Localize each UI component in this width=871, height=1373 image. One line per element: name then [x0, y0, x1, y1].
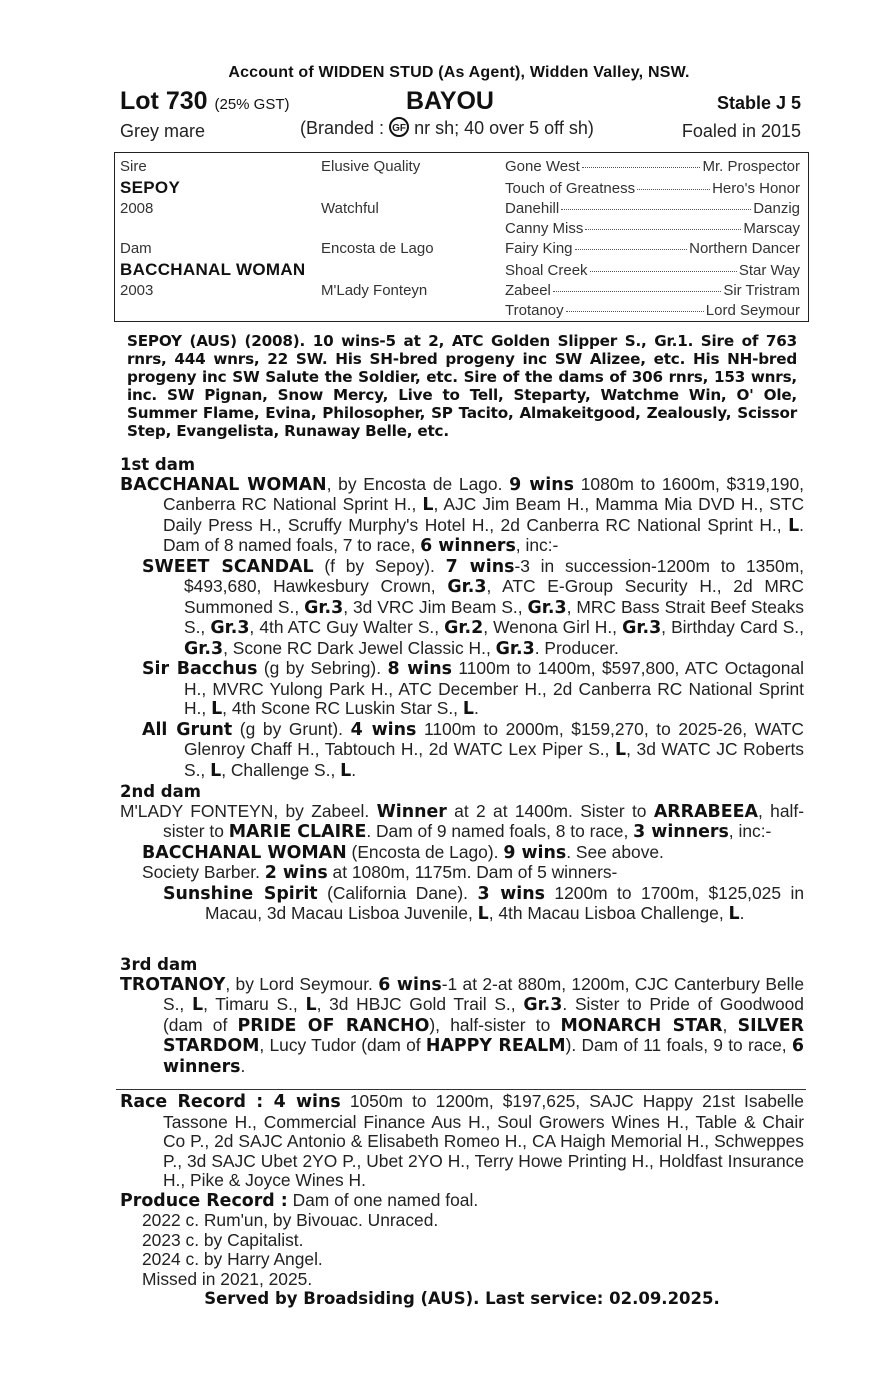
- dam-sire: Encosta de Lago: [321, 240, 434, 257]
- third-dam-heading: 3rd dam: [120, 955, 198, 974]
- sire-dam: Watchful: [321, 200, 379, 217]
- ancestor-row: Trotanoy Lord Seymour: [505, 302, 800, 319]
- stable-location: Stable J 5: [716, 93, 801, 113]
- ancestor-row: Fairy King Northern Dancer: [505, 240, 800, 257]
- dam-name: BACCHANAL WOMAN: [120, 260, 306, 279]
- horse-name: BAYOU: [406, 87, 494, 115]
- third-dam-paragraph: TROTANOY, by Lord Seymour. 6 wins-1 at 2-at 880m, 1200m, CJC Canterbury Belle S., L, Timaru S., L, 3d HBJC Gold Trail S., Gr.3. Sister to Pride of Goodwood (dam of PRIDE OF RANCHO), half-sister to MONARCH STAR, SILVER STARDOM, Lucy Tudor (dam of HAPPY REALM). Dam of 11 foals, 9 to race, 6 winners.: [120, 973, 805, 1077]
- produce-item: 2022 c. Rum'un, by Bivouac. Unraced.: [142, 1210, 439, 1230]
- second-dam-section: [120, 782, 804, 925]
- ancestor-row: Zabeel Sir Tristram: [505, 282, 800, 299]
- second-dam-paragraph: M'LADY FONTEYN, by Zabeel. Winner at 2 at 1400m. Sister to ARRABEEA, half-sister to MARIE CLAIRE. Dam of 9 named foals, 8 to race, 3 winners, inc:-: [120, 800, 805, 842]
- produce-item: 2024 c. by Harry Angel.: [142, 1249, 323, 1269]
- second-dam-heading: 2nd dam: [120, 782, 201, 801]
- section-divider: [116, 1089, 806, 1090]
- brand-suffix: nr sh; 40 over 5 off sh): [414, 118, 594, 138]
- race-record: Race Record : 4 wins 1050m to 1200m, $197,625, SAJC Happy 21st Isabelle Tassone H., Commercial Finance Aus H., Soul Growers Wines H., Table & Chair Co P., 2d SAJC Antonio & Elisabeth Romeo H., CA Haigh Memorial H., Schweppes P., 3d SAJC Ubet 2YO P., Ubet 2YO H., Terry Howe Printing H., Holdfast Insurance H., Pike & Joyce Wines H.: [120, 1091, 804, 1190]
- third-dam-section: [120, 955, 804, 1077]
- sire-sire: Elusive Quality: [321, 158, 421, 175]
- sex-color: Grey mare: [120, 121, 206, 141]
- sire-name: SEPOY: [120, 178, 181, 197]
- brand-prefix: (Branded :: [300, 118, 385, 138]
- dam-label: Dam: [120, 240, 152, 257]
- dam-dam: M'Lady Fonteyn: [321, 282, 428, 299]
- ancestor-row: Canny Miss Marscay: [505, 220, 800, 237]
- progeny-entry: Society Barber. 2 wins at 1080m, 1175m. Dam of 5 winners-: [142, 862, 618, 883]
- sire-summary: SEPOY (AUS) (2008). 10 wins-5 at 2, ATC Golden Slipper S., Gr.1. Sire of 763 rnrs, 444 wnrs, 22 SW. His SH-bred progeny inc SW Alizee, etc. His NH-bred progeny inc SW Salute the Soldier, etc. Sire of the dams of 306 rnrs, 153 wnrs, inc. SW Pignan, Snow Mercy, Live to Tell, Steparty, Watchme Win, O' Ole, Summer Flame, Evina, Philosopher, SP Tacito, Almakeitgood, Zealously, Scissor Step, Evangelista, Runaway Belle, etc.: [127, 332, 797, 440]
- first-dam-heading: 1st dam: [120, 455, 196, 474]
- gst-note: (25% GST): [214, 96, 290, 113]
- progeny-entry: SWEET SCANDAL (f by Sepoy). 7 wins-3 in succession-1200m to 1350m, $493,680, Hawkesbury Crown, Gr.3, ATC E-Group Security H., 2d MRC Summoned S., Gr.3, 3d VRC Jim Beam S., Gr.3, MRC Bass Strait Beef Steaks S., Gr.3, 4th ATC Guy Walter S., Gr.2, Wenona Girl H., Gr.3, Birthday Card S., Gr.3, Scone RC Dark Jewel Classic H., Gr.3. Producer.: [142, 555, 805, 659]
- vendor-account: Account of WIDDEN STUD (As Agent), Widden Valley, NSW.: [228, 64, 690, 81]
- sire-year: 2008: [120, 200, 154, 217]
- produce-item: Missed in 2021, 2025.: [142, 1268, 313, 1289]
- sire-label: Sire: [120, 158, 147, 175]
- produce-item: 2023 c. by Capitalist.: [142, 1229, 304, 1250]
- progeny-entry: Sunshine Spirit (California Dane). 3 wins 1200m to 1700m, $125,025 in Macau, 3d Macau Lisboa Juvenile, L, 4th Macau Lisboa Challenge, L.: [163, 882, 804, 924]
- ancestor-row: Touch of Greatness Hero's Honor: [505, 180, 800, 197]
- produce-record: Produce Record : Dam of one named foal.: [120, 1189, 479, 1211]
- progeny-entry: All Grunt (g by Grunt). 4 wins 1100m to 2000m, $159,270, to 2025-26, WATC Glenroy Chaff H., Tabtouch H., 2d WATC Lex Piper S., L, 3d WATC JC Roberts S., L, Challenge S., L.: [142, 718, 804, 781]
- foaled-year: Foaled in 2015: [681, 121, 801, 141]
- brand-icon: GF: [389, 117, 409, 137]
- dam-year: 2003: [120, 282, 154, 299]
- served-by: Served by Broadsiding (AUS). Last service: 02.09.2025.: [204, 1289, 720, 1308]
- ancestor-row: Gone West Mr. Prospector: [505, 158, 800, 175]
- progeny-entry: Sir Bacchus (g by Sebring). 8 wins 1100m to 1400m, $597,800, ATC Octagonal H., MVRC Yulong Park H., ATC December H., 2d Canberra RC National Sprint H., L, 4th Scone RC Luskin Star S., L.: [142, 658, 804, 719]
- brand-info: [300, 117, 594, 139]
- ancestor-row: Shoal Creek Star Way: [505, 262, 800, 279]
- record-section: [120, 1092, 804, 1309]
- lot-number: [120, 87, 290, 116]
- first-dam-section: [120, 455, 804, 781]
- first-dam-paragraph: BACCHANAL WOMAN, by Encosta de Lago. 9 wins 1080m to 1600m, $319,190, Canberra RC National Sprint H., L, AJC Jim Beam H., Mamma Mia DVD H., STC Daily Press H., Scruffy Murphy's Hotel H., 2d Canberra RC National Sprint H., L. Dam of 8 named foals, 7 to race, 6 winners, inc:-: [120, 473, 804, 556]
- progeny-entry: BACCHANAL WOMAN (Encosta de Lago). 9 wins. See above.: [142, 841, 664, 863]
- ancestor-row: Danehill Danzig: [505, 200, 800, 217]
- lot-label: Lot 730: [120, 87, 208, 115]
